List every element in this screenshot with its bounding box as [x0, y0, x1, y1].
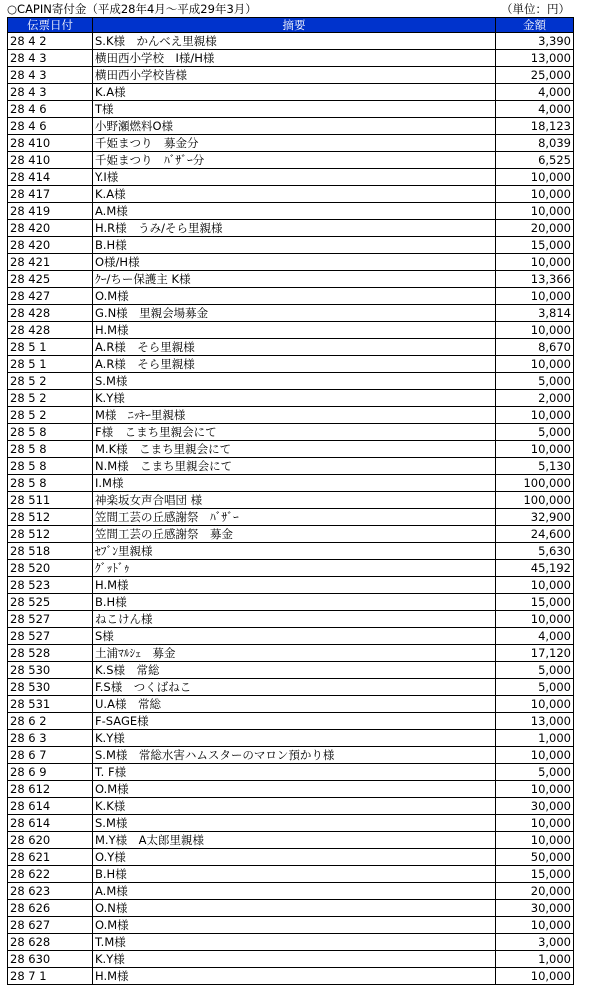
amount-cell: 13,000 — [496, 50, 574, 67]
amount-cell: 10,000 — [496, 322, 574, 339]
date-cell: 28 623 — [8, 883, 93, 900]
table-row — [8, 798, 574, 815]
date-cell: 28 4 6 — [8, 101, 93, 118]
description-cell: 神楽坂女声合唱団 様 — [93, 492, 496, 509]
date-cell: 28 4 3 — [8, 84, 93, 101]
date-cell: 28 425 — [8, 271, 93, 288]
date-cell: 28 427 — [8, 288, 93, 305]
table-row — [8, 203, 574, 220]
description-cell: S.K様 かんべえ里親様 — [93, 33, 496, 50]
description-cell: T.M様 — [93, 934, 496, 951]
date-cell: 28 512 — [8, 526, 93, 543]
date-cell: 28 5 8 — [8, 441, 93, 458]
date-cell: 28 5 8 — [8, 475, 93, 492]
description-cell: I.M様 — [93, 475, 496, 492]
donation-table — [7, 17, 574, 985]
date-cell: 28 5 2 — [8, 373, 93, 390]
column-header-description: 摘要 — [93, 18, 496, 33]
table-row — [8, 815, 574, 832]
date-cell: 28 523 — [8, 577, 93, 594]
table-row — [8, 934, 574, 951]
amount-cell: 10,000 — [496, 254, 574, 271]
amount-cell: 18,123 — [496, 118, 574, 135]
date-cell: 28 530 — [8, 679, 93, 696]
date-cell: 28 527 — [8, 611, 93, 628]
amount-cell: 5,000 — [496, 764, 574, 781]
amount-cell: 32,900 — [496, 509, 574, 526]
table-row — [8, 237, 574, 254]
table-row — [8, 866, 574, 883]
date-cell: 28 5 1 — [8, 356, 93, 373]
amount-cell: 13,000 — [496, 713, 574, 730]
amount-cell: 24,600 — [496, 526, 574, 543]
table-row — [8, 271, 574, 288]
description-cell: H.M様 — [93, 322, 496, 339]
title-row — [7, 2, 570, 17]
amount-cell: 3,390 — [496, 33, 574, 50]
amount-cell: 5,000 — [496, 662, 574, 679]
amount-cell: 2,000 — [496, 390, 574, 407]
date-cell: 28 528 — [8, 645, 93, 662]
table-row — [8, 951, 574, 968]
description-cell: K.A様 — [93, 84, 496, 101]
table-row — [8, 883, 574, 900]
page-title: ○CAPIN寄付金（平成28年4月～平成29年3月） — [7, 2, 257, 16]
date-cell: 28 520 — [8, 560, 93, 577]
table-row — [8, 254, 574, 271]
amount-cell: 8,039 — [496, 135, 574, 152]
table-row — [8, 458, 574, 475]
table-row — [8, 764, 574, 781]
date-cell: 28 628 — [8, 934, 93, 951]
table-row — [8, 832, 574, 849]
description-cell: T様 — [93, 101, 496, 118]
amount-cell: 5,630 — [496, 543, 574, 560]
header-row — [8, 18, 574, 33]
amount-cell: 10,000 — [496, 968, 574, 985]
description-cell: T. F様 — [93, 764, 496, 781]
description-cell: ｸﾞｯﾄﾞｩ — [93, 560, 496, 577]
description-cell: 横田西小学校皆様 — [93, 67, 496, 84]
description-cell: N.M様 こまち里親会にて — [93, 458, 496, 475]
description-cell: ｸｰ/ちー保護主 K様 — [93, 271, 496, 288]
description-cell: F様 こまち里親会にて — [93, 424, 496, 441]
date-cell: 28 419 — [8, 203, 93, 220]
date-cell: 28 612 — [8, 781, 93, 798]
table-row — [8, 186, 574, 203]
amount-cell: 10,000 — [496, 441, 574, 458]
date-cell: 28 5 8 — [8, 424, 93, 441]
date-cell: 28 530 — [8, 662, 93, 679]
table-row — [8, 526, 574, 543]
date-cell: 28 420 — [8, 237, 93, 254]
date-cell: 28 620 — [8, 832, 93, 849]
amount-cell: 25,000 — [496, 67, 574, 84]
table-row — [8, 849, 574, 866]
description-cell: A.R様 そら里親様 — [93, 356, 496, 373]
description-cell: B.H様 — [93, 866, 496, 883]
table-row — [8, 679, 574, 696]
description-cell: 笠間工芸の丘感謝祭 ﾊﾞｻﾞｰ — [93, 509, 496, 526]
description-cell: S様 — [93, 628, 496, 645]
date-cell: 28 6 3 — [8, 730, 93, 747]
date-cell: 28 5 8 — [8, 458, 93, 475]
description-cell: M.Y様 A太郎里親様 — [93, 832, 496, 849]
description-cell: K.A様 — [93, 186, 496, 203]
date-cell: 28 4 3 — [8, 67, 93, 84]
table-row — [8, 101, 574, 118]
amount-cell: 17,120 — [496, 645, 574, 662]
amount-cell: 10,000 — [496, 781, 574, 798]
date-cell: 28 511 — [8, 492, 93, 509]
column-header-date: 伝票日付 — [8, 18, 93, 33]
date-cell: 28 428 — [8, 322, 93, 339]
amount-cell: 30,000 — [496, 798, 574, 815]
table-row — [8, 220, 574, 237]
amount-cell: 10,000 — [496, 356, 574, 373]
table-row — [8, 645, 574, 662]
description-cell: F-SAGE様 — [93, 713, 496, 730]
table-row — [8, 407, 574, 424]
description-cell: 千姫まつり ﾊﾞｻﾞｰ分 — [93, 152, 496, 169]
description-cell: K.K様 — [93, 798, 496, 815]
amount-cell: 1,000 — [496, 730, 574, 747]
amount-cell: 3,000 — [496, 934, 574, 951]
amount-cell: 1,000 — [496, 951, 574, 968]
table-row — [8, 135, 574, 152]
description-cell: A.M様 — [93, 203, 496, 220]
table-row — [8, 747, 574, 764]
unit-label: （単位：円） — [501, 2, 570, 16]
date-cell: 28 614 — [8, 815, 93, 832]
date-cell: 28 417 — [8, 186, 93, 203]
amount-cell: 10,000 — [496, 747, 574, 764]
date-cell: 28 630 — [8, 951, 93, 968]
amount-cell: 5,130 — [496, 458, 574, 475]
description-cell: B.H様 — [93, 237, 496, 254]
amount-cell: 5,000 — [496, 373, 574, 390]
amount-cell: 15,000 — [496, 594, 574, 611]
amount-cell: 10,000 — [496, 696, 574, 713]
date-cell: 28 531 — [8, 696, 93, 713]
date-cell: 28 410 — [8, 152, 93, 169]
description-cell: A.M様 — [93, 883, 496, 900]
table-row — [8, 84, 574, 101]
description-cell: G.N様 里親会場募金 — [93, 305, 496, 322]
description-cell: O.Y様 — [93, 849, 496, 866]
table-row — [8, 662, 574, 679]
table-row — [8, 33, 574, 50]
description-cell: A.R様 そら里親様 — [93, 339, 496, 356]
description-cell: K.Y様 — [93, 730, 496, 747]
amount-cell: 45,192 — [496, 560, 574, 577]
amount-cell: 10,000 — [496, 169, 574, 186]
date-cell: 28 7 1 — [8, 968, 93, 985]
date-cell: 28 414 — [8, 169, 93, 186]
amount-cell: 10,000 — [496, 407, 574, 424]
table-row — [8, 322, 574, 339]
description-cell: O様/H様 — [93, 254, 496, 271]
date-cell: 28 5 1 — [8, 339, 93, 356]
amount-cell: 10,000 — [496, 815, 574, 832]
date-cell: 28 4 3 — [8, 50, 93, 67]
description-cell: K.Y様 — [93, 951, 496, 968]
amount-cell: 30,000 — [496, 900, 574, 917]
amount-cell: 10,000 — [496, 832, 574, 849]
table-row — [8, 713, 574, 730]
amount-cell: 8,670 — [496, 339, 574, 356]
description-cell: S.M様 — [93, 815, 496, 832]
amount-cell: 10,000 — [496, 203, 574, 220]
table-row — [8, 475, 574, 492]
table-row — [8, 390, 574, 407]
date-cell: 28 525 — [8, 594, 93, 611]
table-row — [8, 900, 574, 917]
table-row — [8, 67, 574, 84]
description-cell: O.M様 — [93, 781, 496, 798]
date-cell: 28 410 — [8, 135, 93, 152]
table-row — [8, 730, 574, 747]
amount-cell: 50,000 — [496, 849, 574, 866]
table-row — [8, 577, 574, 594]
table-body — [8, 33, 574, 985]
amount-cell: 13,366 — [496, 271, 574, 288]
date-cell: 28 4 6 — [8, 118, 93, 135]
amount-cell: 10,000 — [496, 577, 574, 594]
table-row — [8, 169, 574, 186]
amount-cell: 100,000 — [496, 475, 574, 492]
description-cell: H.M様 — [93, 968, 496, 985]
table-row — [8, 492, 574, 509]
description-cell: 小野瀬燃料O様 — [93, 118, 496, 135]
table-row — [8, 50, 574, 67]
amount-cell: 20,000 — [496, 883, 574, 900]
description-cell: O.M様 — [93, 288, 496, 305]
date-cell: 28 6 7 — [8, 747, 93, 764]
description-cell: K.Y様 — [93, 390, 496, 407]
amount-cell: 10,000 — [496, 611, 574, 628]
amount-cell: 5,000 — [496, 679, 574, 696]
date-cell: 28 421 — [8, 254, 93, 271]
amount-cell: 10,000 — [496, 186, 574, 203]
table-row — [8, 339, 574, 356]
table-row — [8, 305, 574, 322]
amount-cell: 15,000 — [496, 866, 574, 883]
date-cell: 28 4 2 — [8, 33, 93, 50]
amount-cell: 4,000 — [496, 628, 574, 645]
date-cell: 28 5 2 — [8, 390, 93, 407]
table-row — [8, 509, 574, 526]
date-cell: 28 627 — [8, 917, 93, 934]
description-cell: S.M様 — [93, 373, 496, 390]
description-cell: ｾﾌﾞﾝ里親様 — [93, 543, 496, 560]
date-cell: 28 622 — [8, 866, 93, 883]
description-cell: M様 ﾆｯｷｰ里親様 — [93, 407, 496, 424]
column-header-amount: 金額 — [496, 18, 574, 33]
amount-cell: 5,000 — [496, 424, 574, 441]
amount-cell: 3,814 — [496, 305, 574, 322]
date-cell: 28 512 — [8, 509, 93, 526]
date-cell: 28 518 — [8, 543, 93, 560]
table-row — [8, 594, 574, 611]
table-row — [8, 543, 574, 560]
description-cell: 千姫まつり 募金分 — [93, 135, 496, 152]
description-cell: S.M様 常総水害ハムスターのマロン預かり様 — [93, 747, 496, 764]
table-row — [8, 356, 574, 373]
date-cell: 28 428 — [8, 305, 93, 322]
amount-cell: 10,000 — [496, 917, 574, 934]
description-cell: M.K様 こまち里親会にて — [93, 441, 496, 458]
table-row — [8, 611, 574, 628]
table-row — [8, 373, 574, 390]
description-cell: O.N様 — [93, 900, 496, 917]
table-row — [8, 781, 574, 798]
date-cell: 28 614 — [8, 798, 93, 815]
date-cell: 28 6 2 — [8, 713, 93, 730]
table-row — [8, 968, 574, 985]
description-cell: K.S様 常総 — [93, 662, 496, 679]
description-cell: F.S様 つくばねこ — [93, 679, 496, 696]
date-cell: 28 621 — [8, 849, 93, 866]
date-cell: 28 626 — [8, 900, 93, 917]
table-row — [8, 628, 574, 645]
description-cell: ねこけん様 — [93, 611, 496, 628]
amount-cell: 6,525 — [496, 152, 574, 169]
description-cell: 横田西小学校 I様/H様 — [93, 50, 496, 67]
amount-cell: 20,000 — [496, 220, 574, 237]
table-row — [8, 424, 574, 441]
description-cell: Y.I様 — [93, 169, 496, 186]
table-row — [8, 441, 574, 458]
description-cell: H.M様 — [93, 577, 496, 594]
description-cell: H.R様 うみ/そら里親様 — [93, 220, 496, 237]
date-cell: 28 6 9 — [8, 764, 93, 781]
amount-cell: 10,000 — [496, 288, 574, 305]
amount-cell: 4,000 — [496, 101, 574, 118]
amount-cell: 4,000 — [496, 84, 574, 101]
date-cell: 28 420 — [8, 220, 93, 237]
description-cell: U.A様 常総 — [93, 696, 496, 713]
table-row — [8, 288, 574, 305]
table-row — [8, 152, 574, 169]
table-row — [8, 917, 574, 934]
description-cell: O.M様 — [93, 917, 496, 934]
date-cell: 28 527 — [8, 628, 93, 645]
table-row — [8, 560, 574, 577]
table-header — [8, 18, 574, 33]
amount-cell: 100,000 — [496, 492, 574, 509]
table-row — [8, 118, 574, 135]
description-cell: 笠間工芸の丘感謝祭 募金 — [93, 526, 496, 543]
description-cell: 土浦ﾏﾙｼｪ 募金 — [93, 645, 496, 662]
amount-cell: 15,000 — [496, 237, 574, 254]
description-cell: B.H様 — [93, 594, 496, 611]
table-row — [8, 696, 574, 713]
date-cell: 28 5 2 — [8, 407, 93, 424]
